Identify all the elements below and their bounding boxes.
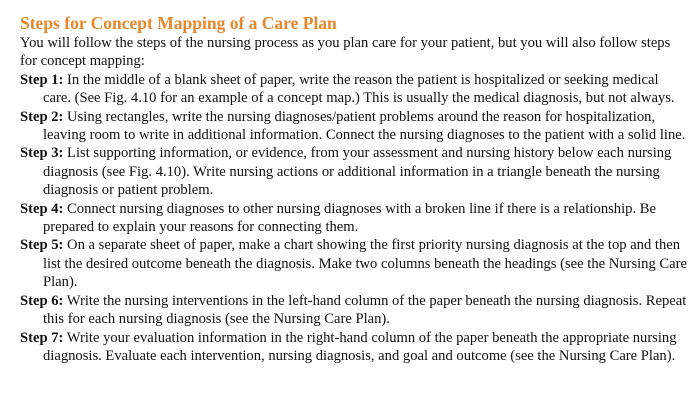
step-item-4 [20,200,690,237]
step-label: Step 7: [20,329,64,346]
step-label: Step 6: [20,292,64,309]
step-text: Connect nursing diagnoses to other nursing diagnoses with a broken line if there is a relationship. Be prepared to explain your reasons for connecting them. [43,200,656,236]
step-text: List supporting information, or evidence, from your assessment and nursing history below each nursing diagnosis (see Fig. 4.10). Write nursing actions or additional information in a triangle beneath the nursing diagnosis or patient problem. [43,145,672,199]
step-text: On a separate sheet of paper, make a chart showing the first priority nursing diagnosis at the top and then list the desired outcome beneath the diagnosis. Make two columns beneath the headings (see the Nursing Care Plan). [43,237,687,291]
step-label: Step 2: [20,108,64,125]
step-text: Write the nursing interventions in the left-hand column of the paper beneath the nursing diagnosis. Repeat this for each nursing diagnosis (see the Nursing Care Plan). [43,292,687,328]
step-item-2 [20,108,690,145]
document-page [20,12,690,365]
document-title: Steps for Concept Mapping of a Care Plan [20,13,337,33]
step-item-3 [20,144,690,199]
step-label: Step 4: [20,200,64,217]
step-item-5 [20,236,690,291]
intro-paragraph: You will follow the steps of the nursing process as you plan care for your patient, but you will also follow steps for concept mapping: [20,35,671,70]
step-item-1 [20,71,690,108]
step-item-6 [20,292,690,329]
steps-list [20,71,690,366]
step-label: Step 1: [20,71,64,88]
step-text: In the middle of a blank sheet of paper, write the reason the patient is hospitalized or seeking medical care. (See Fig. 4.10 for an example of a concept map.) This is usually the medical diagnosis, but not always. [43,71,675,107]
step-text: Using rectangles, write the nursing diagnoses/patient problems around the reason for hospitalization, leaving room to write in additional information. Connect the nursing diagnoses to the patient with a solid line. [43,108,686,144]
step-item-7 [20,329,690,366]
step-label: Step 5: [20,237,64,254]
step-label: Step 3: [20,145,64,162]
step-text: Write your evaluation information in the right-hand column of the paper beneath the appropriate nursing diagnosis. Evaluate each intervention, nursing diagnosis, and goal and outcome (see the Nursing Care Plan). [43,329,677,364]
